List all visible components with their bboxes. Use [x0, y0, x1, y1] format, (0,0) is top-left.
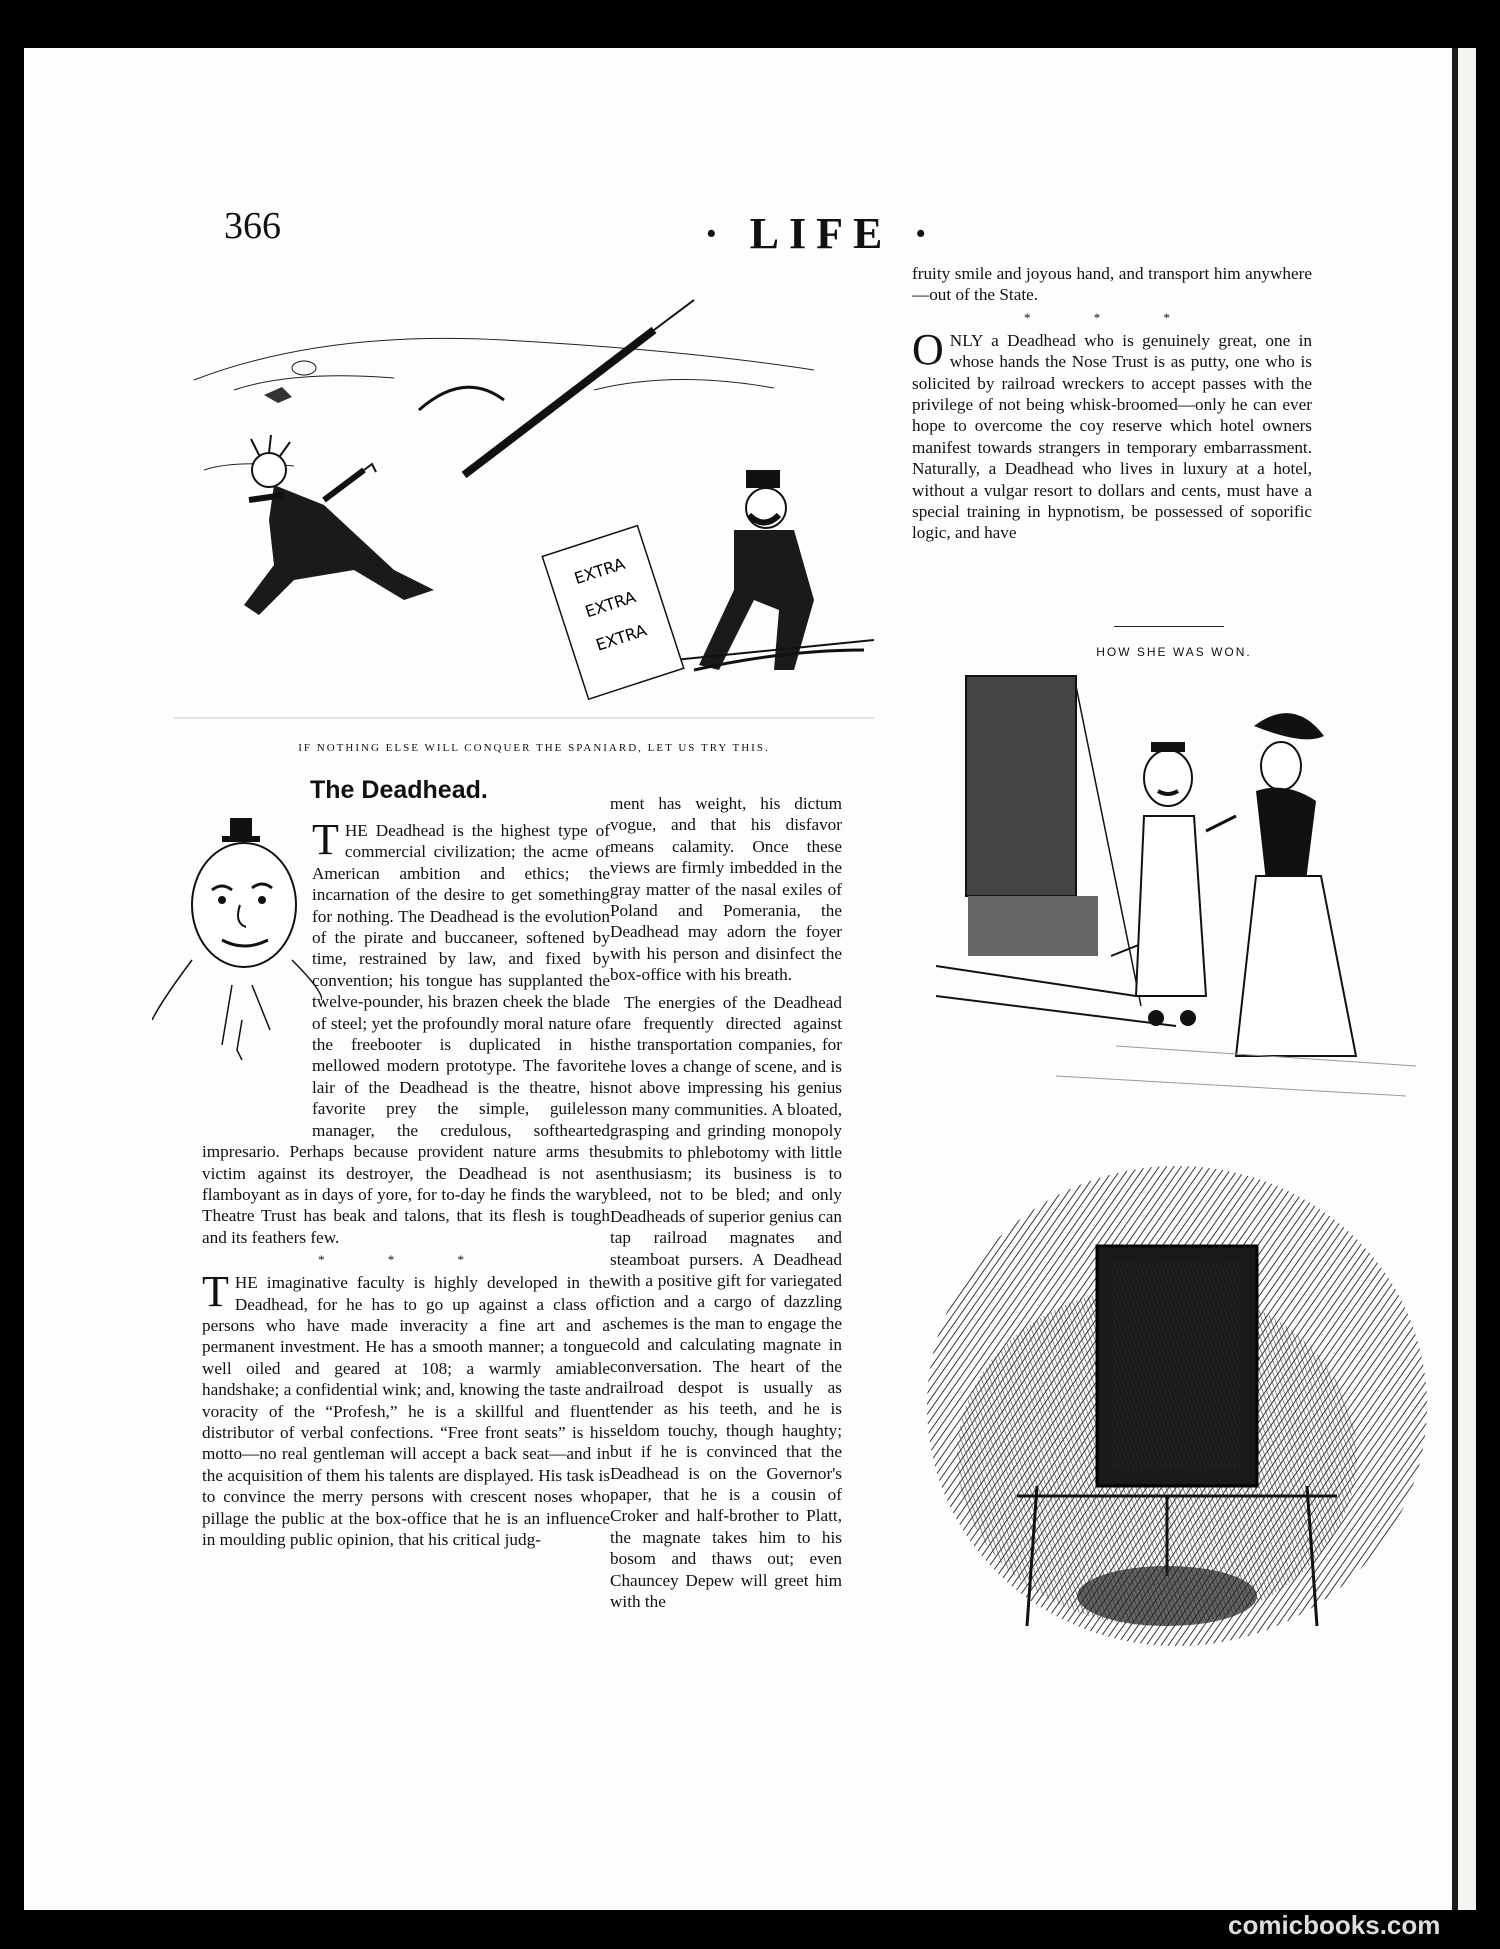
spaniard-cartoon: [174, 270, 874, 720]
column-3-paragraph: [912, 324, 1312, 544]
extra-line-1: EXTRA: [571, 553, 628, 589]
how-she-was-won-title: HOW SHE WAS WON.: [1096, 645, 1252, 659]
column-3-stars: * * *: [1024, 309, 1200, 325]
spaniard-cartoon-drawing: [174, 270, 874, 720]
portrait-spacer: [202, 820, 312, 1120]
section-break-stars: * * *: [318, 1252, 494, 1268]
paragraph-2-text: HE imaginative faculty is highly developed in the Deadhead, for he has to go up against a class of persons who have made inveracity a fine art and a permanent investment. He has a smooth manner; a tongue well oiled and geared at 108; a warmly amiable handshake; a confidential wink; and, knowing the taste and voracity of the “Profesh,” he is a skillful and fluent distributor of verbal confections. “Free front seats” is his motto—no real gentleman will accept a back seat—and in the acquisition of them his talents are displayed. His task is to convince the merry persons with crescent noses who pillage the public at the box-office that he is an influence in moulding public opinion, that his critical judg-: [202, 1273, 610, 1549]
site-watermark: comicbooks.com: [1228, 1910, 1441, 1940]
paragraph-1-text: HE Deadhead is the highest type of commercial civilization; the acme of American ambition and ethics; the incarnation of the desire to get something for nothing. The Deadhead is the evolution of the pirate and buccaneer, softened by time, restrained by law, and fixed by convention; his tongue has supplanted the twelve-pounder, his brazen cheek the blade of steel; yet the profoundly moral nature of the freebooter is duplicated in his mellowed modern prototype. The favorite lair of the Deadhead is the theatre, his favorite prey the simple, guileless manager, the credulous, softhearted impresario. Perhaps because provident nature arms the victim against its destroyer, the Deadhead is not as flamboyant as in days of yore, for to-day he finds the wary Theatre Trust has beak and talons, that its flesh is tough and its feathers few.: [202, 821, 610, 1247]
dropcap-t-2: T: [202, 1267, 229, 1317]
column-3-continuation: fruity smile and joyous hand, and transport him anywhere—out of the State.: [912, 264, 1312, 305]
dropcap-t: T: [312, 815, 339, 864]
article-column-2: [610, 793, 842, 1753]
extra-line-2: EXTRA: [582, 587, 639, 622]
next-page-strip: [1458, 48, 1476, 1910]
masthead-title: · LIFE ·: [704, 209, 939, 258]
column-3-paragraph-text: NLY a Deadhead who is genuinely great, one in whose hands the Nose Trust is as putty, one who is solicited by railroad wreckers to accept passes with the privilege of not being whisk-broomed—only he can ever hope to overcome the coy reserve which hotel owners manifest towards strangers in temporary embarrassment. Naturally, a Deadhead who lives in luxury at a hotel, without a vulgar resort to dollars and cents, must have a special training in hypnotism, be possessed of soporific logic, and have: [912, 330, 1312, 543]
extra-line-3: EXTRA: [593, 620, 649, 655]
article-column-3: [912, 263, 1312, 613]
magazine-page: [24, 48, 1452, 1910]
article-paragraph-2: [202, 1267, 610, 1550]
page-number: 366: [224, 205, 281, 247]
article-column-1: [202, 815, 610, 1560]
top-cartoon-caption: IF NOTHING ELSE WILL CONQUER THE SPANIARD, LET US TRY THIS.: [298, 742, 770, 754]
dark-etching-illustration: [917, 1156, 1437, 1726]
how-she-was-won-drawing: [936, 666, 1436, 1106]
article-title: The Deadhead.: [310, 776, 488, 804]
cartoon-divider: [1114, 626, 1224, 627]
dark-etching-drawing: [917, 1156, 1437, 1726]
how-she-was-won-cartoon: [936, 666, 1436, 1106]
dropcap-o: O: [912, 324, 944, 374]
column-2-paragraph-1: ment has weight, his dictum vogue, and that his disfavor means calamity. Once these views are firmly imbedded in the gray matter of the nasal exiles of Poland and Pomerania, the Deadhead may adorn the foyer with his person and disinfect the box-office with his breath.: [610, 794, 842, 985]
column-2-paragraph-2: The energies of the Deadhead are frequently directed against the transportation companies, for he loves a change of scene, and is not above impressing his genius on many communities. A bloated, grasping and grinding monopoly submits to phlebotomy with little enthusiasm; its business is to bleed, not to be bled; and only Deadheads of superior genius can tap railroad magnates and steamboat pursers. A Deadhead with a positive gift for variegated fiction and a cargo of dazzling schemes is the man to engage the cold and calculating magnate in conversation. The heart of the railroad despot is usually as tender as his teeth, and he is seldom touchy, though haughty; but if he is convinced that the Deadhead is on the Governor's paper, that he is a cousin of Croker and half-brother to Platt, the magnate takes him to his bosom and thaws out; even Chauncey Depew will greet him with the: [610, 992, 842, 1612]
